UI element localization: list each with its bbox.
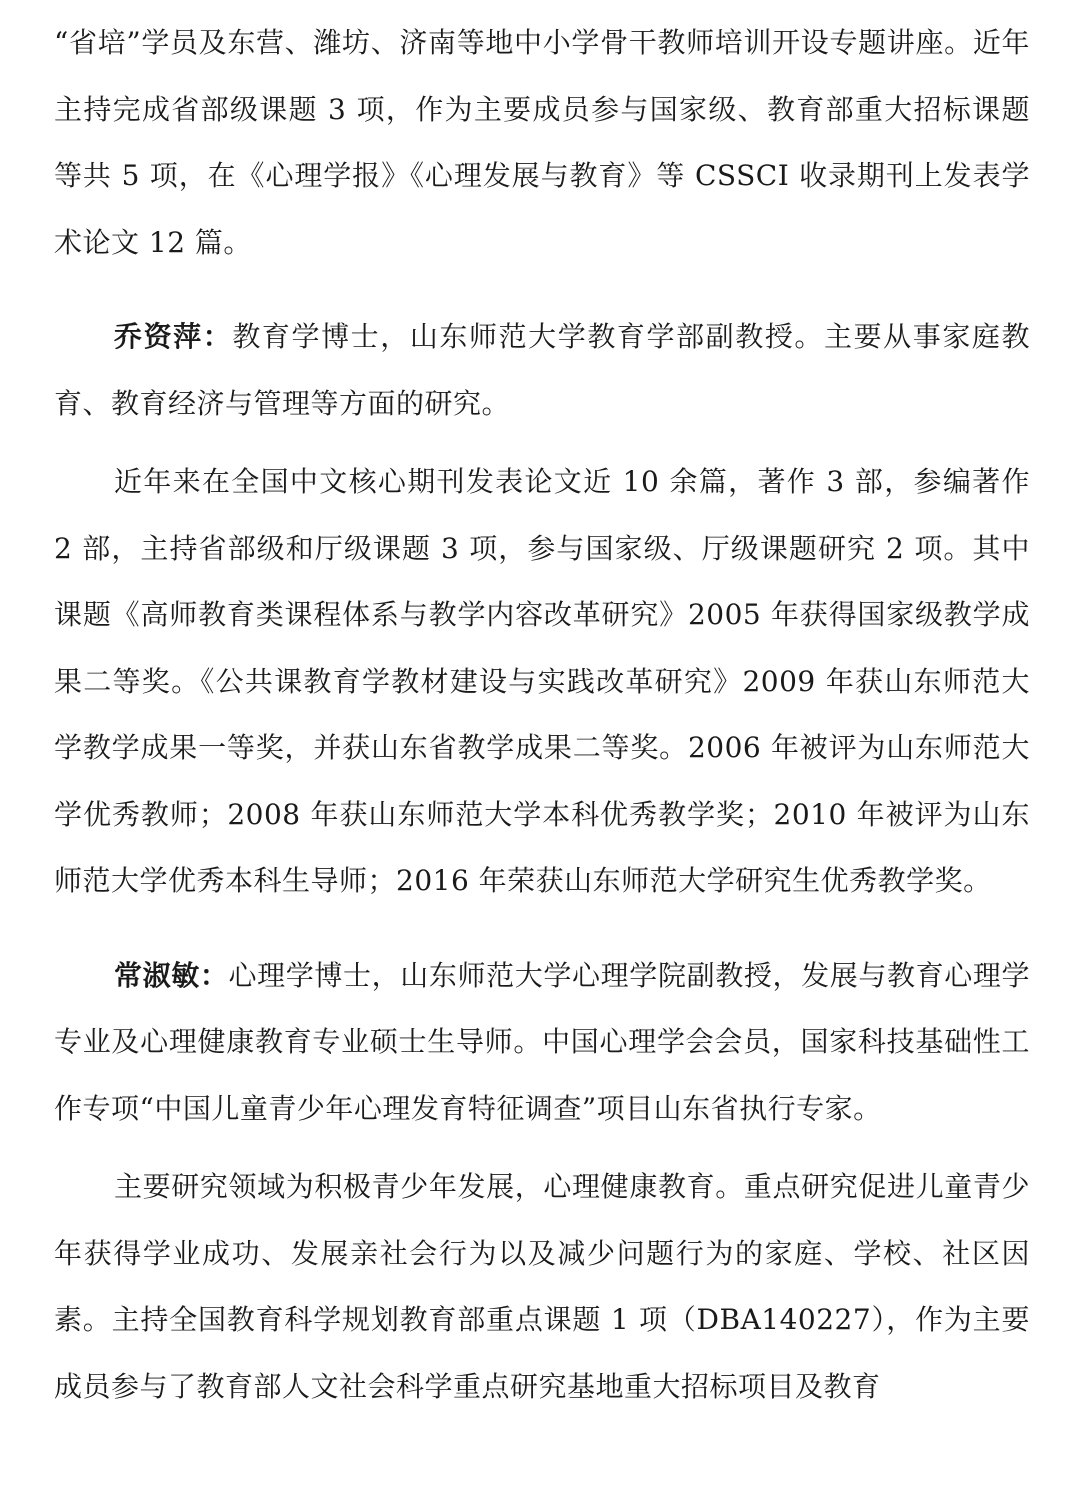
paragraph-qiao-zi-ping-intro — [54, 304, 1030, 437]
person-name-qiao: 乔资萍： — [114, 320, 233, 353]
document-page — [54, 10, 1030, 1420]
paragraph-chang-shu-min-research: 主要研究领域为积极青少年发展，心理健康教育。重点研究促进儿童青少年获得学业成功、发展亲社会行为以及减少问题行为的家庭、学校、社区因素。主持全国教育科学规划教育部重点课题 1 项（DBA140227），作为主要成员参与了教育部人文社会科学重点研究基地重大招标项目及教育 — [54, 1170, 1030, 1403]
paragraph-chang-shu-min-intro — [54, 943, 1030, 1143]
paragraph-qiao-zi-ping-achievements: 近年来在全国中文核心期刊发表论文近 10 余篇，著作 3 部，参编著作 2 部，主持省部级和厅级课题 3 项，参与国家级、厅级课题研究 2 项。其中课题《高师教育类课程体系与教学内容改革研究》2005 年获得国家级教学成果二等奖。《公共课教育学教材建设与实践改革研究》2009 年获山东师范大学教学成果一等奖，并获山东省教学成果二等奖。2006 年被评为山东师范大学优秀教师；2008 年获山东师范大学本科优秀教学奖；2010 年被评为山东师范大学优秀本科生导师；2016 年荣获山东师范大学研究生优秀教学奖。 — [54, 465, 1030, 897]
paragraph-qiao-intro-text: 教育学博士，山东师范大学教育学部副教授。主要从事家庭教育、教育经济与管理等方面的研究。 — [54, 320, 1030, 420]
person-name-chang: 常淑敏： — [114, 958, 229, 992]
paragraph-chang-intro-text: 心理学博士，山东师范大学心理学院副教授，发展与教育心理学专业及心理健康教育专业硕士生导师。中国心理学会会员，国家科技基础性工作专项“中国儿童青少年心理发育特征调查”项目山东省执行专家。 — [54, 958, 1030, 1125]
paragraph-training-and-publications: “省培”学员及东营、潍坊、济南等地中小学骨干教师培训开设专题讲座。近年主持完成省部级课题 3 项，作为主要成员参与国家级、教育部重大招标课题等共 5 项，在《心理学报》《心理发展与教育》等 CSSCI 收录期刊上发表学术论文 12 篇。 — [54, 26, 1030, 259]
